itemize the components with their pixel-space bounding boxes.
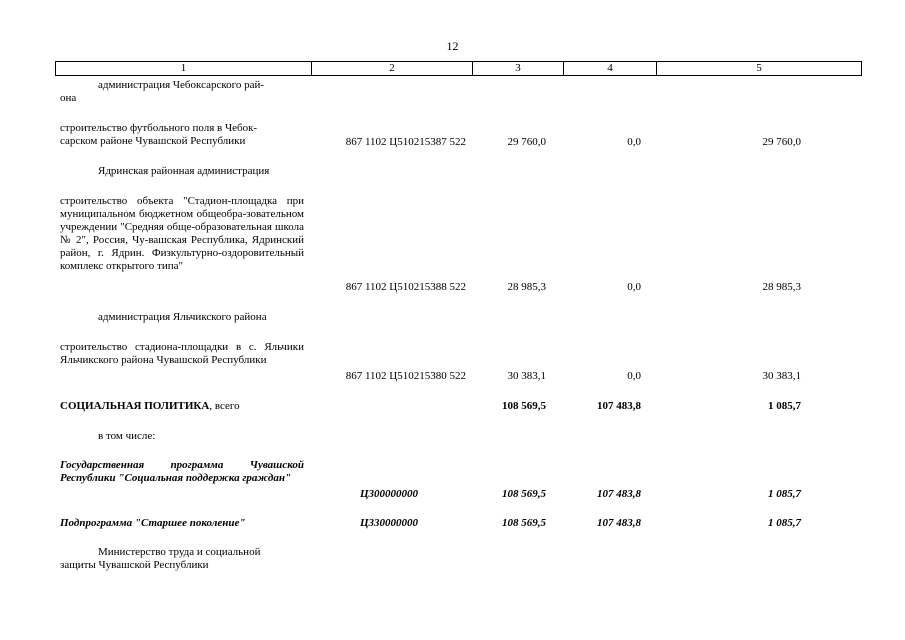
row-label: Государственная программа Чувашской Республики "Социальная поддержка граждан"	[60, 459, 304, 484]
row-label: строительство стадиона-площадки в с. Яльчики Яльчикского района Чувашской Республики	[60, 341, 304, 366]
budget-code: 867 1102 Ц510215388 522	[345, 281, 466, 293]
value-col3: 108 569,5	[502, 488, 546, 500]
column-header-1: 1	[56, 62, 312, 76]
value-col4: 0,0	[627, 136, 641, 148]
row-label: администрация Чебоксарского рай- она	[60, 79, 265, 104]
value-col5: 30 383,1	[762, 370, 801, 382]
column-header-table	[55, 61, 862, 76]
value-col5: 1 085,7	[768, 517, 801, 529]
value-col5: 29 760,0	[762, 136, 801, 148]
page-number: 12	[446, 39, 459, 53]
value-col5: 1 085,7	[768, 488, 801, 500]
row-label: Министерство труда и социальной защиты Чувашской Республики	[60, 546, 261, 571]
budget-code: 867 1102 Ц510215387 522	[345, 136, 466, 148]
row-label	[60, 400, 304, 413]
value-col3: 108 569,5	[502, 517, 546, 529]
value-col4: 0,0	[627, 370, 641, 382]
column-header-4: 4	[564, 62, 657, 76]
value-col3: 30 383,1	[507, 370, 546, 382]
value-col4: 107 483,8	[597, 400, 641, 412]
row-label: Подпрограмма "Старшее поколение"	[60, 517, 246, 529]
budget-code: Ц300000000	[360, 488, 419, 500]
value-col3: 29 760,0	[507, 136, 546, 148]
value-col4: 107 483,8	[597, 488, 641, 500]
value-col3: 28 985,3	[507, 281, 546, 293]
row-label: строительство объекта "Стадион-площадка при муниципальном бюджетном общеобра-зовательном учреждении "Средняя обще-образовательная школа № 2", Россия, Чу-вашская Республика, Ядринский район, г. Ядрин. Физкультурно-оздоровительный комплекс открытого типа"	[60, 195, 304, 272]
value-col5: 28 985,3	[762, 281, 801, 293]
section-title: СОЦИАЛЬНАЯ ПОЛИТИКА	[60, 400, 210, 412]
value-col3: 108 569,5	[502, 400, 546, 412]
row-label: Ядринская районная администрация	[98, 165, 270, 177]
row-label: в том числе:	[98, 430, 156, 442]
value-col4: 0,0	[627, 281, 641, 293]
column-header-2: 2	[312, 62, 473, 76]
value-col4: 107 483,8	[597, 517, 641, 529]
budget-code: Ц330000000	[360, 517, 419, 529]
row-label: администрация Яльчикского района	[98, 311, 267, 323]
value-col5: 1 085,7	[768, 400, 801, 412]
column-header-5: 5	[657, 62, 862, 76]
section-suffix: , всего	[209, 400, 240, 412]
budget-code: 867 1102 Ц510215380 522	[345, 370, 466, 382]
column-header-3: 3	[473, 62, 564, 76]
row-label: строительство футбольного поля в Чебок- сарском районе Чувашской Республики	[60, 122, 258, 147]
